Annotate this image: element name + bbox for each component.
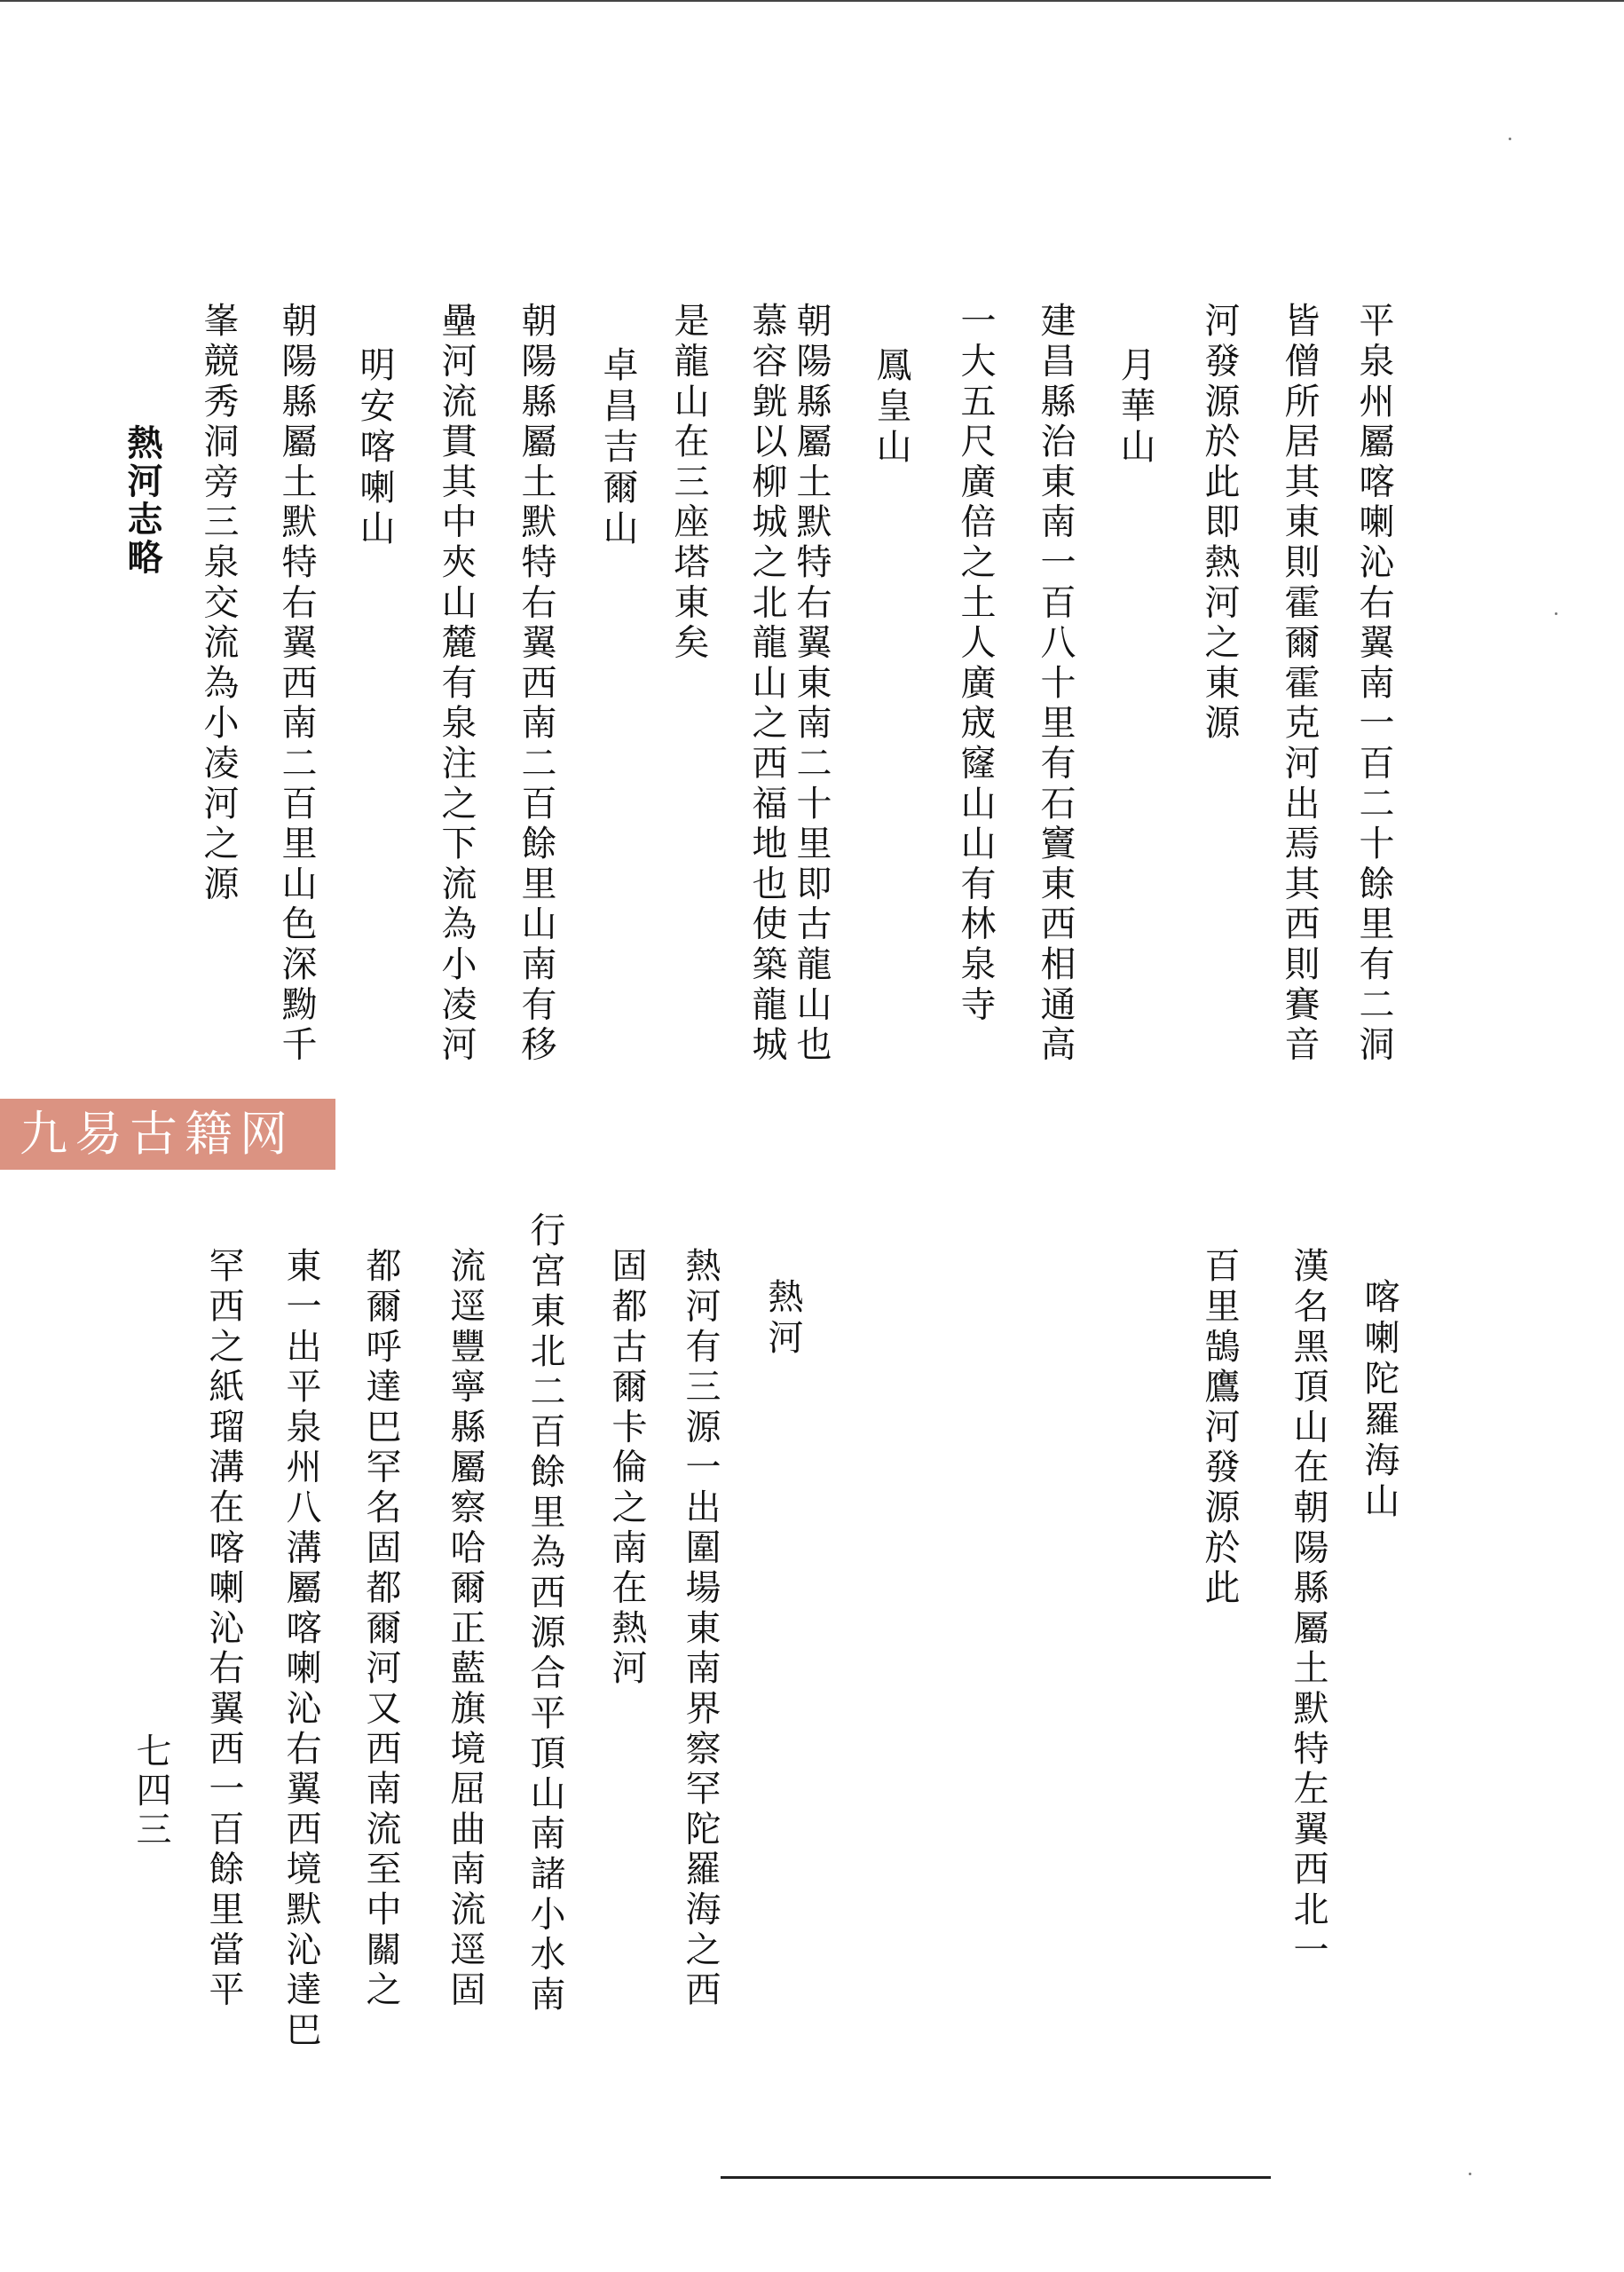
lower-column-2: 漢名黑頂山在朝陽縣屬土默特左翼西北一 [1288,1247,1328,1971]
lower-column-7: 行宮東北二百餘里為西源合平頂山南諸小水南 [524,1211,565,2016]
upper-column-5: 建昌縣治東南一百八十里有石竇東西相通高 [1035,302,1076,1066]
lower-column-3: 百里鵠鷹河發源於此 [1199,1247,1240,1609]
upper-heading-mingan-kala-mountain: 明安喀喇山 [354,346,395,550]
lower-heading-kala-tuoluohai-mountain: 喀喇陀羅海山 [1359,1278,1399,1523]
upper-column-12: 朝陽縣屬土默特右翼西南二百餘里山南有移 [516,302,556,1066]
lower-column-10: 東一出平泉州八溝屬喀喇沁右翼西境默沁達巴 [280,1247,321,2051]
lower-column-6: 固都古爾卡倫之南在熱河 [606,1247,647,1690]
scan-speck [1509,138,1511,140]
upper-column-15: 朝陽縣屬土默特右翼西南二百里山色深黝千 [276,302,317,1066]
upper-column-13: 壘河流貫其中夾山麓有泉注之下流為小凌河 [436,302,477,1066]
upper-column-9: 慕容皝以柳城之北龍山之西福地也使築龍城 [746,302,787,1066]
upper-heading-yuehua-mountain: 月華山 [1115,346,1155,469]
lower-column-11: 罕西之紙瑠溝在喀喇沁右翼西一百餘里當平 [203,1247,244,2011]
book-title: 熱河志略 [122,424,162,577]
upper-heading-fenghuang-mountain: 鳳皇山 [871,346,911,469]
scan-speck [1555,612,1557,615]
bottom-rule [721,2176,1271,2179]
upper-column-10: 是龍山在三座塔東矣 [668,302,709,664]
upper-column-3: 河發源於此即熱河之東源 [1199,302,1240,745]
page-top-edge [0,0,1624,2]
upper-column-6: 一大五尺廣倍之土人廣宬窿山山有林泉寺 [955,302,996,1026]
page-number: 七四三 [130,1732,171,1850]
watermark-banner: 九易古籍网 [0,1099,335,1170]
upper-column-8: 朝陽縣屬土默特右翼東南二十里即古龍山也 [791,302,832,1066]
lower-column-5: 熱河有三源一出圍場東南界察罕陀羅海之西 [680,1247,721,2011]
lower-heading-rehe: 熱河 [762,1278,803,1360]
upper-column-1: 平泉州屬喀喇沁右翼南一百二十餘里有二洞 [1353,302,1394,1066]
upper-column-2: 皆僧所居其東則霍爾霍克河出焉其西則賽音 [1279,302,1320,1066]
lower-column-9: 都爾呼達巴罕名固都爾河又西南流至中關之 [360,1247,401,2011]
scan-speck [1469,2173,1471,2175]
lower-column-8: 流逕豐寧縣屬察哈爾正藍旗境屈曲南流逕固 [445,1247,485,2011]
upper-column-16: 峯競秀洞旁三泉交流為小凌河之源 [198,302,239,905]
upper-heading-zhuochangji-mountain: 卓昌吉爾山 [597,346,638,550]
